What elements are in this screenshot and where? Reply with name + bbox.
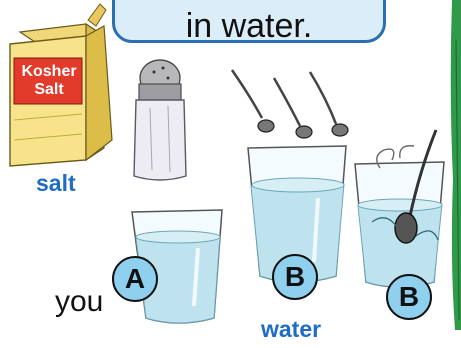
salt-label: salt bbox=[36, 170, 76, 196]
instruction-callout bbox=[112, 0, 386, 43]
cup-b-right-label: B bbox=[386, 274, 432, 320]
cup-b-middle-label: B bbox=[272, 254, 318, 300]
cup-b-right bbox=[355, 130, 444, 287]
salt-box-text-kosher: Kosher bbox=[21, 63, 77, 80]
callout-text: in water. bbox=[185, 7, 313, 45]
water-label: water bbox=[261, 316, 322, 342]
salt-shaker bbox=[134, 60, 186, 180]
cup-a-label: A bbox=[112, 256, 158, 302]
spoons-group bbox=[232, 70, 348, 138]
salt-box-text-salt: Salt bbox=[34, 81, 64, 98]
body-text-you: you bbox=[55, 285, 104, 318]
